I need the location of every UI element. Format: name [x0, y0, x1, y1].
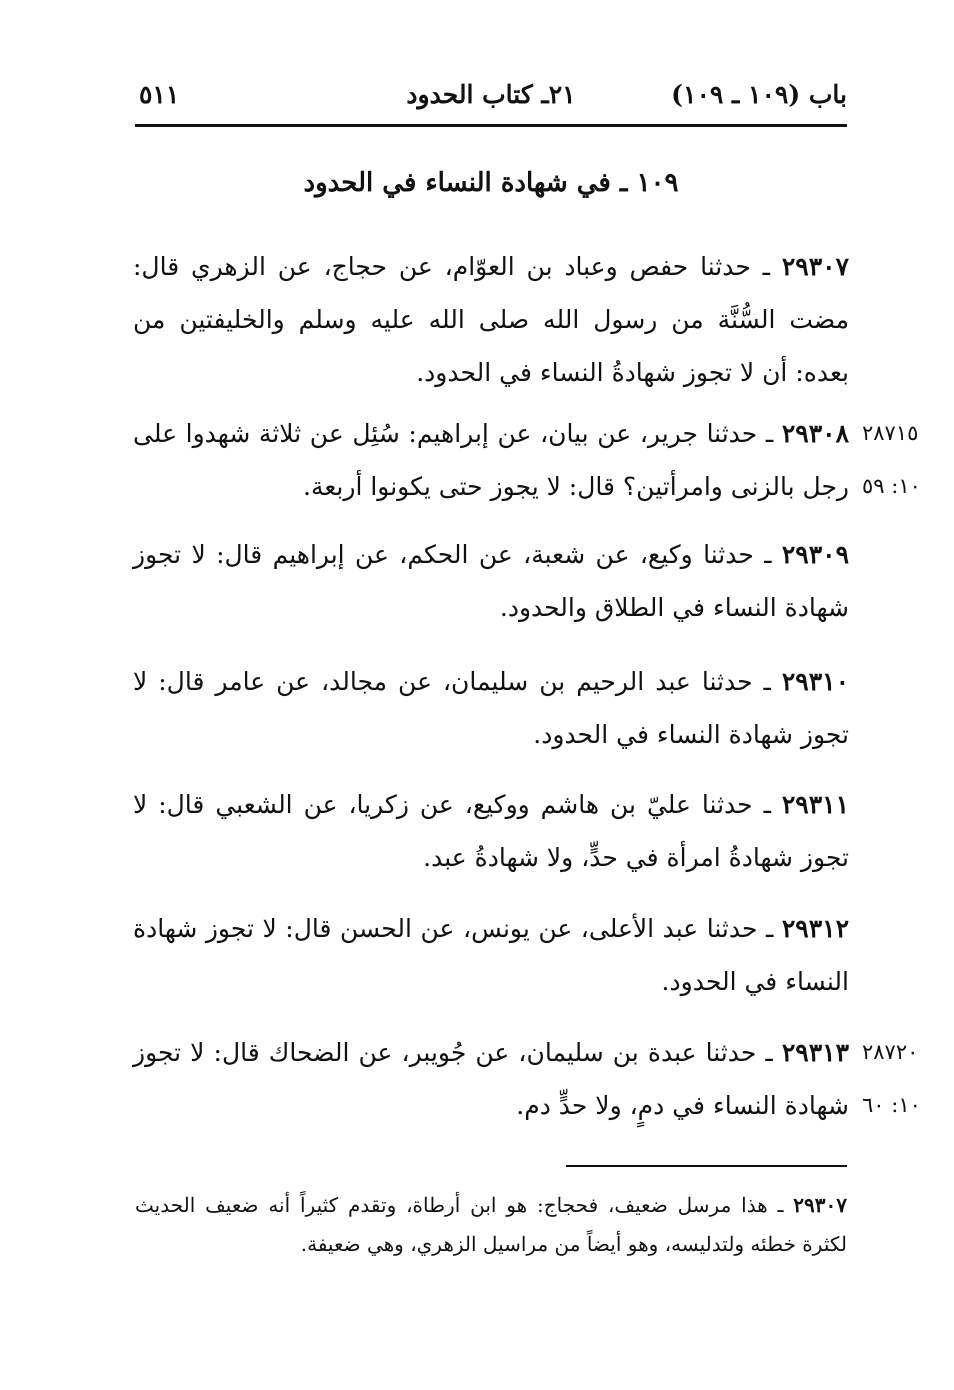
margin-reference — [862, 1026, 942, 1132]
margin-volume-page: ١٠: ٥٩ — [862, 474, 921, 498]
chapter-title: ١٠٩ ـ في شهادة النساء في الحدود — [303, 168, 679, 198]
footnote-rule — [566, 1165, 847, 1167]
hadith-number: ٢٩٣٠٩ — [781, 540, 849, 569]
margin-reference — [862, 407, 942, 513]
hadith-entry — [133, 528, 849, 634]
hadith-number: ٢٩٣١٠ — [781, 667, 849, 696]
hadith-number: ٢٩٣٠٨ — [781, 419, 849, 448]
hadith-text: ـ حدثنا حفص وعباد بن العوّام، عن حجاج، عن الزهري قال: مضت السُّنَّة من رسول الله صلى الله عليه وسلم والخليفتين من بعده: أن لا تجوز شهادةُ النساء في الحدود. — [133, 252, 849, 387]
hadith-entry — [133, 902, 849, 1008]
section-range: باب (١٠٩ ـ ١٠٩) — [671, 80, 847, 109]
hadith-entry — [133, 655, 849, 761]
hadith-text: ـ حدثنا عبد الأعلى، عن يونس، عن الحسن قال: لا تجوز شهادة النساء في الحدود. — [133, 914, 849, 996]
hadith-entry — [133, 407, 849, 513]
footnote — [135, 1186, 847, 1264]
hadith-text: ـ حدثنا جرير، عن بيان، عن إبراهيم: سُئِل عن ثلاثة شهدوا على رجل بالزنى وامرأتين؟ قال: لا يجوز حتى يكونوا أربعة. — [133, 419, 849, 501]
hadith-number: ٢٩٣٠٧ — [781, 252, 849, 281]
margin-volume-page: ١٠: ٦٠ — [862, 1093, 921, 1117]
hadith-entry — [133, 1026, 849, 1132]
page-number: ٥١١ — [139, 80, 180, 109]
running-header — [135, 80, 847, 120]
hadith-text: ـ حدثنا عبد الرحيم بن سليمان، عن مجالد، عن عامر قال: لا تجوز شهادة النساء في الحدود. — [133, 667, 849, 749]
footnote-number: ٢٩٣٠٧ — [793, 1193, 847, 1217]
book-title: ٢١ـ كتاب الحدود — [406, 80, 576, 109]
footnote-text: ـ هذا مرسل ضعيف، فحجاج: هو ابن أرطاة، وتقدم كثيراً أنه ضعيف الحديث لكثرة خطئه ولتدليسه، وهو أيضاً من مراسيل الزهري، وهي ضعيفة. — [135, 1193, 847, 1256]
hadith-entry — [133, 778, 849, 884]
hadith-text: ـ حدثنا عليّ بن هاشم ووكيع، عن زكريا، عن الشعبي قال: لا تجوز شهادةُ امرأة في حدٍّ، ولا شهادةُ عبد. — [133, 790, 849, 872]
margin-cross-ref: ٢٨٧٢٠ — [862, 1040, 919, 1064]
hadith-number: ٢٩٣١٣ — [781, 1038, 849, 1067]
hadith-number: ٢٩٣١١ — [781, 790, 849, 819]
hadith-number: ٢٩٣١٢ — [781, 914, 849, 943]
hadith-text: ـ حدثنا عبدة بن سليمان، عن جُويبر، عن الضحاك قال: لا تجوز شهادة النساء في دمٍ، ولا حدٍّ دم. — [133, 1038, 849, 1120]
margin-cross-ref: ٢٨٧١٥ — [862, 421, 919, 445]
hadith-text: ـ حدثنا وكيع، عن شعبة، عن الحكم، عن إبراهيم قال: لا تجوز شهادة النساء في الطلاق والحدود. — [133, 540, 849, 622]
hadith-entry — [133, 240, 849, 399]
header-rule — [135, 124, 847, 127]
